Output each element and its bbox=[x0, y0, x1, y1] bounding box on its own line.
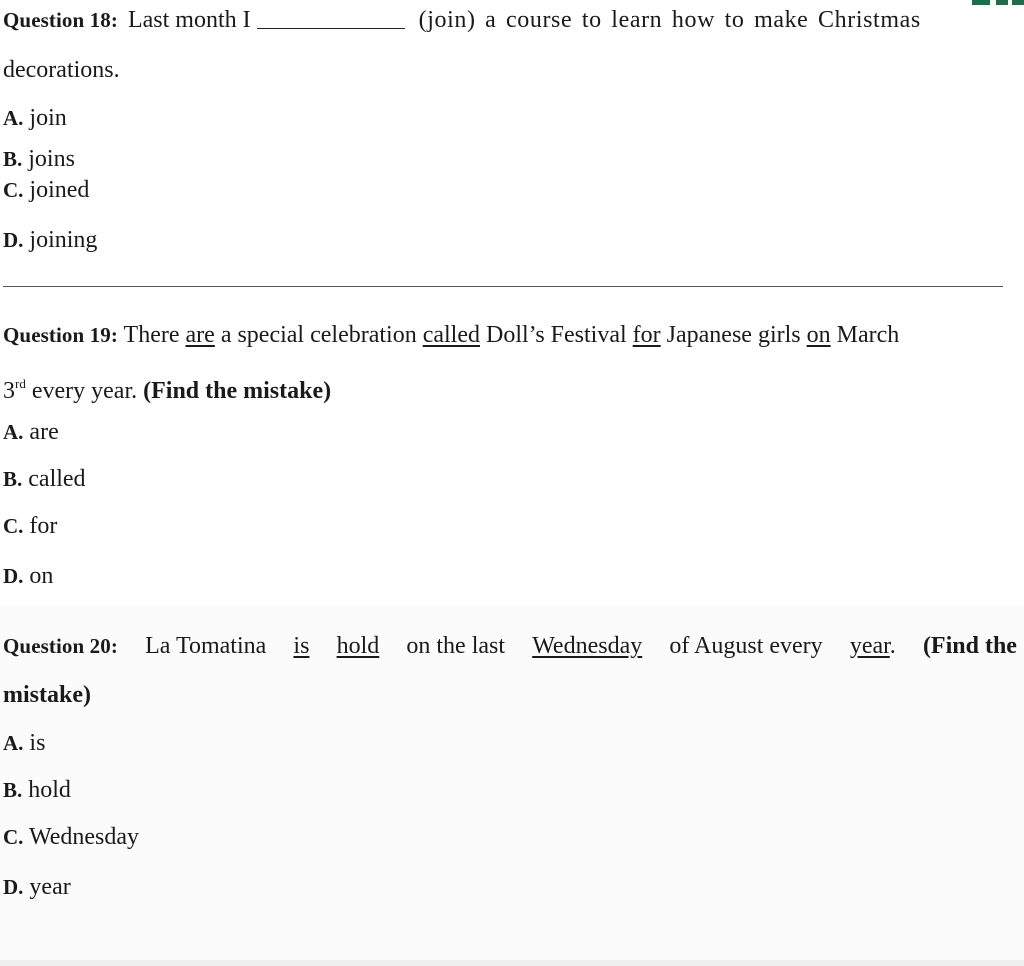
q18-label: Question 18: bbox=[3, 8, 118, 32]
option-text: hold bbox=[28, 777, 71, 803]
q20-word: on the last bbox=[406, 633, 506, 659]
q19-option-a[interactable] bbox=[3, 418, 59, 446]
q18-stem-line-2: decorations. bbox=[3, 57, 120, 83]
option-text: joins bbox=[28, 146, 75, 172]
q20-option-d[interactable] bbox=[3, 873, 71, 901]
q19-instruction: (Find the mistake) bbox=[143, 378, 332, 404]
q19-date-suffix: rd bbox=[15, 376, 26, 391]
option-letter: A. bbox=[3, 420, 24, 444]
q20-instruction-part-1: (Find the bbox=[922, 633, 1017, 659]
q20-underlined-wednesday: Wednesday bbox=[532, 633, 643, 659]
q20-underlined-year: year bbox=[849, 633, 890, 659]
q19-word: Doll’s Festival bbox=[486, 322, 627, 348]
option-letter: C. bbox=[3, 825, 24, 849]
q18-option-a[interactable] bbox=[3, 104, 67, 132]
q19-stem-line-1 bbox=[3, 321, 899, 349]
q18-option-d[interactable] bbox=[3, 226, 97, 254]
q18-option-c[interactable] bbox=[3, 176, 89, 204]
q20-instruction-part-2: mistake) bbox=[3, 682, 91, 708]
q19-word: March bbox=[836, 322, 900, 348]
q19-option-b[interactable] bbox=[3, 465, 86, 493]
q20-stem-line-2 bbox=[3, 681, 91, 709]
q19-option-d[interactable] bbox=[3, 562, 53, 590]
option-text: for bbox=[29, 513, 58, 539]
q19-underlined-for: for bbox=[632, 322, 661, 348]
q19-underlined-called: called bbox=[422, 322, 480, 348]
q19-word: Japanese girls bbox=[666, 322, 801, 348]
q19-stem-line-2 bbox=[3, 370, 331, 405]
q19-underlined-are: are bbox=[185, 322, 215, 348]
option-letter: D. bbox=[3, 228, 24, 252]
option-text: on bbox=[29, 563, 54, 589]
option-text: joined bbox=[29, 177, 90, 203]
q20-period: . bbox=[889, 633, 896, 659]
option-text: is bbox=[29, 730, 46, 756]
option-letter: B. bbox=[3, 778, 23, 802]
q20-label: Question 20: bbox=[3, 634, 118, 658]
option-text: Wednesday bbox=[29, 824, 140, 850]
corner-decoration-icon bbox=[966, 0, 1024, 8]
section-divider bbox=[3, 286, 1003, 287]
bottom-band bbox=[0, 960, 1024, 966]
q19-date-number: 3 bbox=[3, 378, 15, 404]
option-text: year bbox=[29, 874, 71, 900]
q20-stem-line-1 bbox=[3, 632, 1017, 660]
q20-underlined-hold: hold bbox=[336, 633, 380, 659]
option-text: joining bbox=[29, 227, 98, 253]
q18-stem-after: (join) a course to learn how to make Christmas bbox=[418, 7, 921, 33]
option-letter: A. bbox=[3, 731, 24, 755]
option-letter: B. bbox=[3, 147, 23, 171]
q18-answer-blank[interactable] bbox=[257, 6, 405, 29]
option-text: are bbox=[29, 419, 59, 445]
q19-word: There bbox=[123, 322, 180, 348]
option-letter: A. bbox=[3, 106, 24, 130]
q18-option-b[interactable] bbox=[3, 145, 75, 173]
question-18-panel bbox=[0, 0, 1024, 292]
option-letter: D. bbox=[3, 875, 24, 899]
q19-label: Question 19: bbox=[3, 323, 118, 347]
q20-word: of August every bbox=[669, 633, 823, 659]
option-letter: B. bbox=[3, 467, 23, 491]
q20-option-b[interactable] bbox=[3, 776, 71, 804]
option-letter: C. bbox=[3, 178, 24, 202]
q19-word: a special celebration bbox=[220, 322, 417, 348]
option-letter: C. bbox=[3, 514, 24, 538]
option-letter: D. bbox=[3, 564, 24, 588]
q20-option-c[interactable] bbox=[3, 823, 139, 851]
option-text: join bbox=[29, 105, 67, 131]
q18-stem-before: Last month I bbox=[127, 7, 251, 33]
q20-underlined-is: is bbox=[293, 633, 310, 659]
q19-option-c[interactable] bbox=[3, 512, 57, 540]
q19-line2-text: every year. bbox=[31, 378, 138, 404]
option-text: called bbox=[28, 466, 86, 492]
q20-option-a[interactable] bbox=[3, 729, 45, 757]
q18-stem-line-1 bbox=[3, 6, 921, 34]
q20-word: La Tomatina bbox=[145, 633, 267, 659]
q19-underlined-on: on bbox=[806, 322, 831, 348]
